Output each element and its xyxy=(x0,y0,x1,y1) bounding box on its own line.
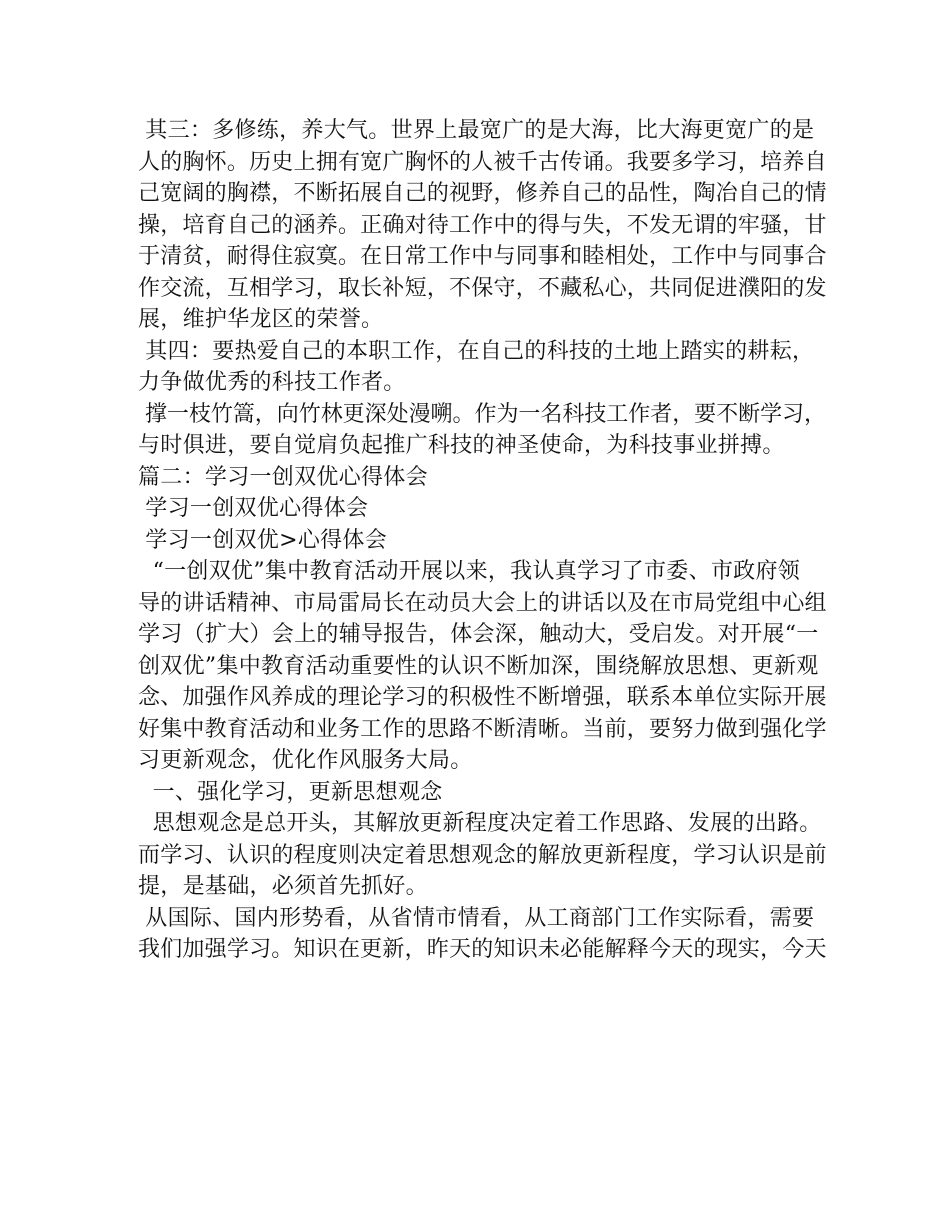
article-subtitle: 学习一创双优>心得体会 xyxy=(138,527,388,553)
text-line: 好集中教育活动和业务工作的思路不断清晰。当前，要努力做到强化学 xyxy=(138,716,827,742)
text-line: 展，维护华龙区的荣誉。 xyxy=(138,307,384,332)
text-line: 念、加强作风养成的理论学习的积极性不断增强，联系本单位实际开展 xyxy=(138,685,827,710)
text-line: 力争做优秀的科技工作者。 xyxy=(138,370,406,395)
text-line: 习更新观念，优化作风服务大局。 xyxy=(138,748,473,773)
text-line: 其四：要热爱自己的本职工作，在自己的科技的土地上踏实的耕耘， xyxy=(138,338,815,364)
text-line: 而学习、认识的程度则决定着思想观念的解放更新程度，学习认识是前 xyxy=(138,842,827,868)
text-line: 思想观念是总开头，其解放更新程度决定着工作思路、发展的出路。 xyxy=(138,811,822,836)
text-line: 学习（扩大）会上的辅导报告，体会深，触动大，受启发。对开展“一 xyxy=(138,622,819,647)
text-line: 创双优”集中教育活动重要性的认识不断加深，围绕解放思想、更新观 xyxy=(138,653,819,679)
text-line: 从国际、国内形势看，从省情市情看，从工商部门工作实际看，需要 xyxy=(138,905,815,931)
document-body xyxy=(138,115,828,966)
text-line: 于清贫，耐得住寂寞。在日常工作中与同事和睦相处，工作中与同事合 xyxy=(138,244,827,269)
section-heading: 篇二：学习一创双优心得体会 xyxy=(138,464,428,490)
subsection-heading: 一、强化学习，更新思想观念 xyxy=(138,779,443,805)
text-line: 撑一枝竹篙，向竹林更深处漫嗍。作为一名科技工作者，要不断学习， xyxy=(138,401,826,427)
text-line: 导的讲话精神、市局雷局长在动员大会上的讲话以及在市局党组中心组 xyxy=(138,590,827,616)
text-line: 操，培育自己的涵养。正确对待工作中的得与失，不发无谓的牢骚，甘 xyxy=(138,212,827,238)
text-line: 提，是基础，必须首先抓好。 xyxy=(138,874,428,899)
article-title: 学习一创双优心得体会 xyxy=(138,496,369,521)
text-line: “一创双优”集中教育活动开展以来，我认真学习了市委、市政府领 xyxy=(138,559,801,584)
text-line: 与时俱进，要自觉肩负起推广科技的神圣使命，为科技事业拼搏。 xyxy=(138,433,785,458)
text-line: 我们加强学习。知识在更新，昨天的知识未必能解释今天的现实，今天 xyxy=(138,937,827,962)
text-line: 作交流，互相学习，取长补短，不保守，不藏私心，共同促进濮阳的发 xyxy=(138,275,827,301)
text-line: 其三：多修练，养大气。世界上最宽广的是大海，比大海更宽广的是 xyxy=(138,118,815,143)
text-line: 己宽阔的胸襟，不断拓展自己的视野，修养自己的品性，陶冶自己的情 xyxy=(138,181,827,206)
text-line: 人的胸怀。历史上拥有宽广胸怀的人被千古传诵。我要多学习，培养自 xyxy=(138,149,827,175)
